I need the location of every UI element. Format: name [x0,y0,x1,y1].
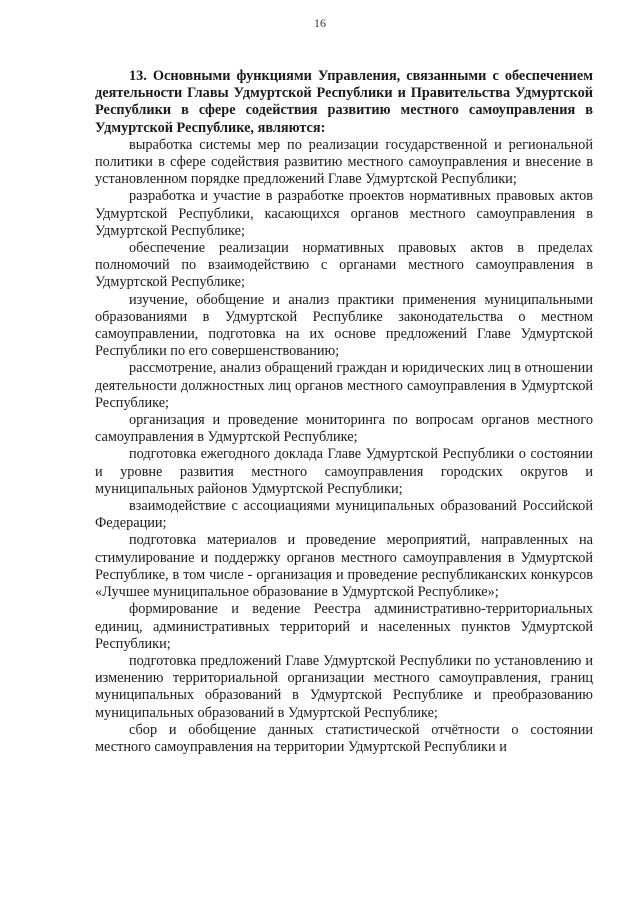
paragraph-5: рассмотрение, анализ обращений граждан и юридических лиц в отношении деятельности должностных лиц органов местного самоуправления в Удмуртской Республике; [95,360,593,411]
paragraph-7: подготовка ежегодного доклада Главе Удмуртской Республики о состоянии и уровне развития местного самоуправления городских округов и муниципальных районов Удмуртской Республики; [95,446,593,497]
paragraph-10: формирование и ведение Реестра административно-территориальных единиц, административных территорий и населенных пунктов Удмуртской Республики; [95,601,593,652]
paragraph-2: разработка и участие в разработке проектов нормативных правовых актов Удмуртской Республики, касающихся органов местного самоуправления в Удмуртской Республике; [95,188,593,239]
paragraph-9: подготовка материалов и проведение мероприятий, направленных на стимулирование и поддержку органов местного самоуправления в Удмуртской Республике, в том числе - организация и проведение республиканских конкурсов «Лучшее муниципальное образование в Удмуртской Республике»; [95,532,593,601]
paragraph-6: организация и проведение мониторинга по вопросам органов местного самоуправления в Удмуртской Республике; [95,412,593,446]
paragraph-12: сбор и обобщение данных статистической отчётности о состоянии местного самоуправления на территории Удмуртской Республики и [95,721,593,755]
section-heading: 13. Основными функциями Управления, связанными с обеспечением деятельности Главы Удмуртской Республики и Правительства Удмуртской Республики в сфере содействия развитию местного самоуправления в Удмуртской Республике, являются: [95,68,593,136]
paragraph-1: выработка системы мер по реализации государственной и региональной политики в сфере содействия развитию местного самоуправления и внесение в установленном порядке предложений Главе Удмуртской Республики; [95,136,593,188]
paragraph-4: изучение, обобщение и анализ практики применения муниципальными образованиями в Удмуртской Республике законодательства о местном самоуправлении, подготовка на их основе предложений Главе Удмуртской Республики по его совершенствованию; [95,291,593,360]
paragraph-8: взаимодействие с ассоциациями муниципальных образований Российской Федерации; [95,498,593,532]
document-body [95,68,593,756]
page-number: 16 [314,16,326,30]
paragraph-3: обеспечение реализации нормативных правовых актов в пределах полномочий по взаимодействию с органами местного самоуправления в Удмуртской Республике; [95,240,593,291]
paragraph-11: подготовка предложений Главе Удмуртской Республики по установлению и изменению территориальной организации местного самоуправления, границ муниципальных образований в Удмуртской Республике и преобразованию муниципальных образований в Удмуртской Республике; [95,652,593,721]
